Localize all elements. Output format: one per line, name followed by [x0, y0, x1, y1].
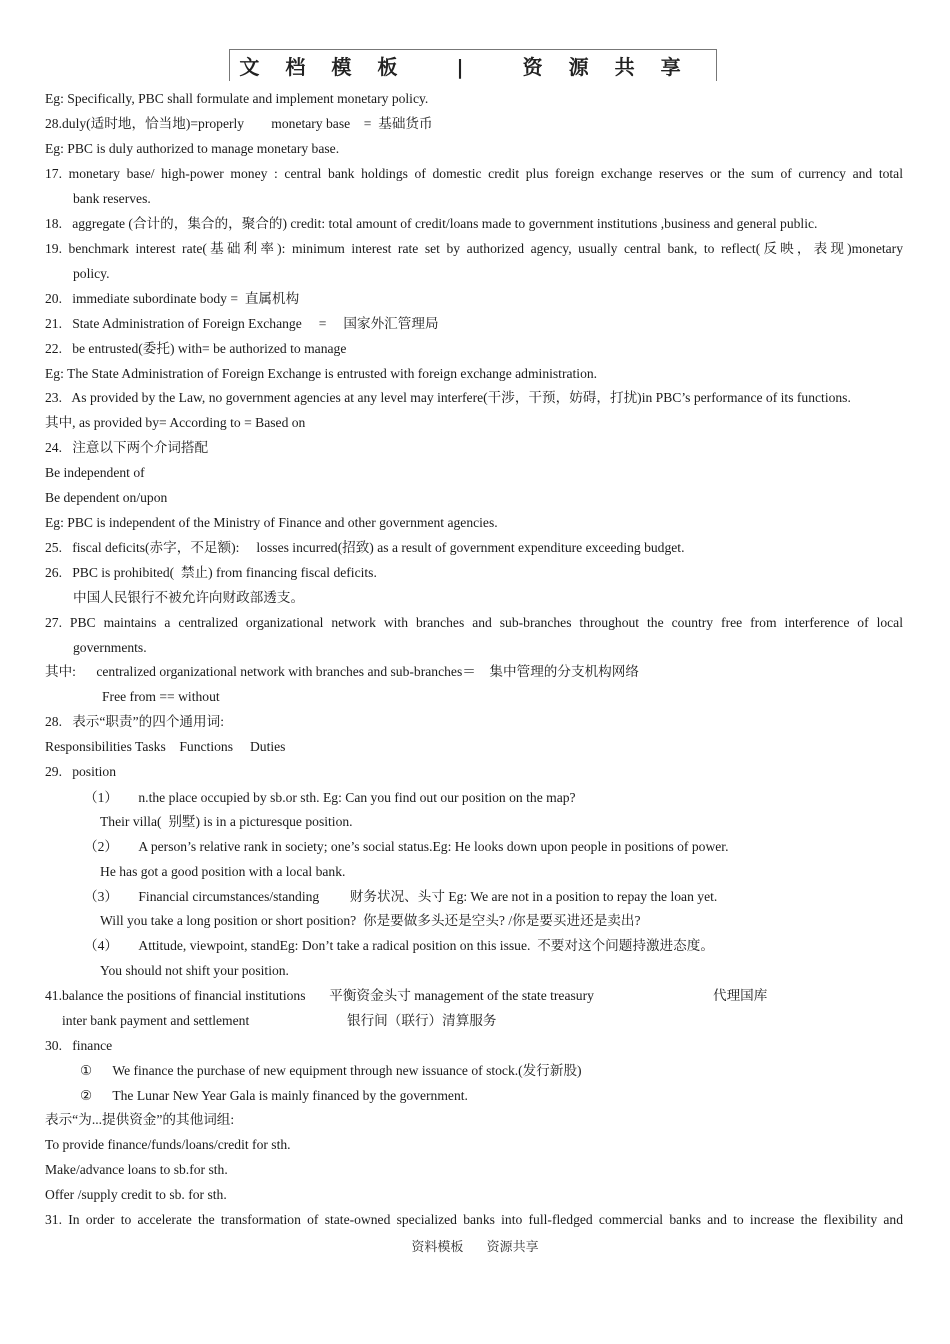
text-line: ② The Lunar New Year Gala is mainly financed by the government.	[80, 1088, 468, 1103]
text-line: 其中, as provided by= According to = Based on	[45, 415, 306, 430]
text-line: 表示“为...提供资金”的其他词组:	[45, 1112, 235, 1127]
footer-left-text: 资料模板	[411, 1239, 464, 1254]
text-line: 41.balance the positions of financial institutions 平衡资金头寸 management of the state treasury	[45, 988, 594, 1003]
text-line: You should not shift your position.	[100, 963, 289, 978]
text-line: Will you take a long position or short position? 你是要做多头还是空头? /你是要买进还是卖出?	[100, 913, 641, 928]
text-line: 17. monetary base/ high-power money : central bank holdings of domestic credit plus foreign exchange reserves or the sum of currency and total	[45, 166, 903, 181]
text-line: 20. immediate subordinate body = 直属机构	[45, 291, 300, 306]
text-line: Eg: The State Administration of Foreign Exchange is entrusted with foreign exchange administration.	[45, 366, 598, 381]
text-line: 24. 注意以下两个介词搭配	[45, 440, 209, 455]
text-line: ① We finance the purchase of new equipment through new issuance of stock.(发行新股)	[80, 1063, 582, 1078]
text-line: Eg: PBC is independent of the Ministry of Finance and other government agencies.	[45, 515, 498, 530]
text-line: To provide finance/funds/loans/credit for sth.	[45, 1137, 291, 1152]
text-line: inter bank payment and settlement	[62, 1013, 250, 1028]
text-line: 23. As provided by the Law, no government agencies at any level may interfere(干涉，干预，妨碍，打扰)in PBC’s performance of its functions.	[45, 390, 851, 405]
text-line: Make/advance loans to sb.for sth.	[45, 1162, 228, 1177]
text-line: 26. PBC is prohibited( 禁止) from financing fiscal deficits.	[45, 565, 377, 580]
text-line: 中国人民银行不被允许向财政部透支。	[73, 590, 305, 605]
text-line: 银行间（联行）清算服务	[347, 1013, 497, 1028]
text-line: 27. PBC maintains a centralized organizational network with branches and sub-branches throughout the country free from interference of local	[45, 615, 903, 630]
footer-right-text: 资源共享	[486, 1239, 539, 1254]
text-line: policy.	[73, 266, 110, 281]
page-footer	[0, 1236, 950, 1255]
text-line: 30. finance	[45, 1038, 113, 1053]
text-line: Eg: Specifically, PBC shall formulate and implement monetary policy.	[45, 91, 429, 106]
text-line: Responsibilities Tasks Functions Duties	[45, 739, 286, 754]
text-line: bank reserves.	[73, 191, 151, 206]
text-line: （4） Attitude, viewpoint, standEg: Don’t take a radical position on this issue. 不要对这个问题持激进态度。	[84, 938, 714, 953]
text-line: 29. position	[45, 764, 116, 779]
text-line: （1） n.the place occupied by sb.or sth. Eg: Can you find out our position on the map?	[84, 790, 576, 805]
text-line: 19. benchmark interest rate(基础利率): minimum interest rate set by authorized agency, usually central bank, to reflect(反映，表现)monetary	[45, 241, 903, 256]
text-line: 31. In order to accelerate the transformation of state-owned specialized banks into full-fledged commercial banks and to increase the flexibility and	[45, 1212, 903, 1227]
text-line: 代理国库	[713, 988, 768, 1003]
text-line: （3） Financial circumstances/standing 财务状况、头寸 Eg: We are not in a position to repay the loan yet.	[84, 889, 718, 904]
header-banner: 文档模板 | 资源共享	[229, 49, 717, 81]
text-line: 22. be entrusted(委托) with= be authorized to manage	[45, 341, 347, 356]
text-line: 21. State Administration of Foreign Exchange = 国家外汇管理局	[45, 316, 439, 331]
text-line: 18. aggregate (合计的，集合的，聚合的) credit: total amount of credit/loans made to government institutions ,business and general public.	[45, 216, 818, 231]
text-line: He has got a good position with a local bank.	[100, 864, 346, 879]
text-line: Be independent of	[45, 465, 145, 480]
text-line: Their villa( 别墅) is in a picturesque position.	[100, 814, 353, 829]
text-line: 其中: centralized organizational network with branches and sub-branches＝ 集中管理的分支机构网络	[45, 664, 639, 679]
text-line: （2） A person’s relative rank in society; one’s social status.Eg: He looks down upon people in positions of power.	[84, 839, 729, 854]
text-line: Offer /supply credit to sb. for sth.	[45, 1187, 227, 1202]
text-line: Be dependent on/upon	[45, 490, 168, 505]
text-line: 28.duly(适时地，恰当地)=properly monetary base = 基础货币	[45, 116, 433, 131]
text-line: Eg: PBC is duly authorized to manage monetary base.	[45, 141, 340, 156]
text-line: Free from == without	[102, 689, 220, 704]
text-line: governments.	[73, 640, 147, 655]
text-line: 25. fiscal deficits(赤字，不足额): losses incurred(招致) as a result of government expenditure exceeding budget.	[45, 540, 685, 555]
text-line: 28. 表示“职责”的四个通用词:	[45, 714, 224, 729]
